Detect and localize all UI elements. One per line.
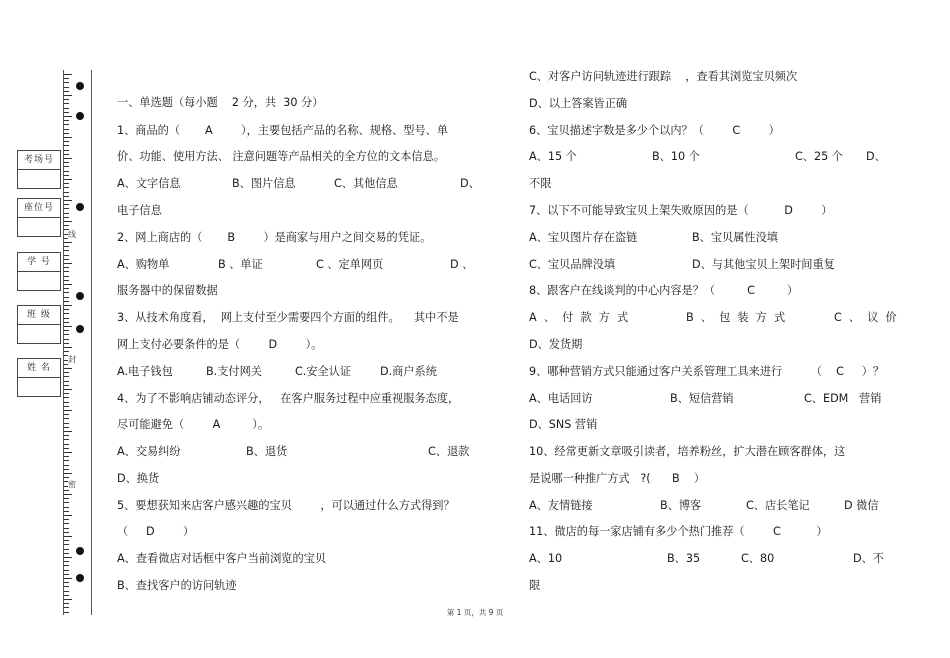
class-field[interactable] <box>17 305 61 344</box>
option-d: D、不 <box>853 552 884 565</box>
student-id-label: 学 号 <box>18 253 60 272</box>
ruler-tick <box>64 570 69 571</box>
section-heading: 一、单选题（每小题 2 分，共 30 分） <box>117 96 324 109</box>
option-c: C、其他信息 <box>334 177 398 190</box>
ruler-tick <box>64 511 69 512</box>
option-text: 电子信息 <box>117 204 162 217</box>
option-a: A、电话回访 <box>529 392 593 405</box>
ruler-tick <box>64 263 72 264</box>
option-d: D、以上答案皆正确 <box>529 97 628 110</box>
ruler-tick <box>64 175 69 176</box>
ruler-tick <box>64 213 69 214</box>
ruler-tick <box>64 200 72 201</box>
binding-mark-seal: 封 <box>68 355 76 364</box>
question-text: 8、跟客户在线谈判的中心内容是？（ C ） <box>529 284 799 297</box>
ruler-tick <box>64 351 69 352</box>
ruler-tick <box>64 217 69 218</box>
ruler-tick <box>64 423 69 424</box>
question-text: 3、从技术角度看， 网上支付至少需要四个方面的组件。 其中不是 <box>117 311 459 324</box>
ruler-tick <box>64 507 69 508</box>
ruler-tick <box>64 124 69 125</box>
option-d: D 微信 <box>844 499 879 512</box>
option-a: A、交易纠纷 <box>117 445 181 458</box>
ruler-tick <box>64 284 72 285</box>
ruler-tick <box>64 372 69 373</box>
option-b: B、图片信息 <box>232 177 296 190</box>
ruler-tick <box>64 591 69 592</box>
ruler-tick <box>64 565 69 566</box>
name-field[interactable] <box>17 358 61 397</box>
ruler-tick <box>64 540 69 541</box>
ruler-tick <box>64 187 69 188</box>
ruler-tick <box>64 280 69 281</box>
ruler-tick <box>64 515 72 516</box>
ruler-tick <box>64 330 69 331</box>
binding-mark-line: 线 <box>68 230 76 239</box>
option-c: C、80 <box>741 552 775 565</box>
ruler-tick <box>64 313 69 314</box>
ruler-tick <box>64 221 72 222</box>
ruler-tick <box>64 427 69 428</box>
ruler-tick <box>64 578 72 579</box>
option-a: A、友情链接 <box>529 499 593 512</box>
ruler-tick <box>64 82 69 83</box>
ruler-tick <box>64 473 72 474</box>
option-b: B、查找客户的访问轨迹 <box>117 579 237 592</box>
ruler-tick <box>64 225 69 226</box>
seat-number-label: 座位号 <box>18 199 60 218</box>
ruler-tick <box>64 402 69 403</box>
question-text: 网上支付必要条件的是（ D ）。 <box>117 338 323 351</box>
question-text: 9、哪种营销方式只能通过客户关系管理工具来进行 （ C ）？ <box>529 365 885 378</box>
question-text: 是说哪一种推广方式 ?( B ） <box>529 472 706 485</box>
binding-hole <box>76 112 84 120</box>
option-c: C、店长笔记 <box>746 499 810 512</box>
ruler-tick <box>64 133 69 134</box>
ruler-tick <box>64 532 69 533</box>
ruler-tick <box>64 406 69 407</box>
binding-hole <box>76 292 84 300</box>
ruler-tick <box>64 145 69 146</box>
question-text: 尽可能避免（ A ）。 <box>117 418 270 431</box>
question-text: 7、以下不可能导致宝贝上架失败原因的是（ D ） <box>529 204 833 217</box>
binding-hole <box>76 547 84 555</box>
option-a: A、查看微店对话框中客户当前浏览的宝贝 <box>117 552 327 565</box>
option-a: A、10 <box>529 552 563 565</box>
option-d: D、 <box>460 177 480 190</box>
ruler-tick <box>64 91 69 92</box>
option-b: B、10 个 <box>652 150 700 163</box>
ruler-tick <box>64 448 69 449</box>
ruler-tick <box>64 150 69 151</box>
ruler-tick <box>64 318 69 319</box>
ruler-tick <box>64 523 69 524</box>
ruler-tick <box>64 368 72 369</box>
option-d: D、与其他宝贝上架时间重复 <box>692 258 835 271</box>
ruler-tick <box>64 389 72 390</box>
ruler-tick <box>64 586 69 587</box>
ruler-tick <box>64 204 69 205</box>
ruler-tick <box>64 74 72 75</box>
question-text: 价、功能、使用方法、 注意问题等产品相关的全方位的文本信息。 <box>117 150 445 163</box>
ruler-tick <box>64 498 69 499</box>
ruler-tick <box>64 502 69 503</box>
option-c: C、宝贝品牌没填 <box>529 258 616 271</box>
exam-room-field[interactable] <box>17 150 61 189</box>
option-c: C、对客户访问轨迹进行跟踪 ，查看其浏览宝贝频次 <box>529 70 798 83</box>
ruler-tick <box>64 309 69 310</box>
question-text: 6、宝贝描述字数是多少个以内？（ C ） <box>529 124 780 137</box>
binding-hole <box>76 82 84 90</box>
question-text: （ D ） <box>117 525 195 538</box>
ruler-tick <box>64 582 69 583</box>
ruler-tick <box>64 129 69 130</box>
ruler-tick <box>64 343 69 344</box>
option-b: B、宝贝属性没填 <box>692 231 778 244</box>
ruler-tick <box>64 334 69 335</box>
option-b: B 、 包 装 方 式 <box>686 311 786 324</box>
ruler-tick <box>64 250 69 251</box>
ruler-tick <box>64 410 72 411</box>
option-b: B 、单证 <box>218 258 263 271</box>
seat-number-field[interactable] <box>17 198 61 237</box>
ruler-tick <box>64 519 69 520</box>
ruler-tick <box>64 544 69 545</box>
ruler-tick <box>64 179 72 180</box>
ruler-tick <box>64 439 69 440</box>
ruler-tick <box>64 574 69 575</box>
question-text: 5、要想获知来店客户感兴趣的宝贝 ，可以通过什么方式得到？ <box>117 499 455 512</box>
ruler-tick <box>64 452 72 453</box>
ruler-tick <box>64 116 72 117</box>
ruler-tick <box>64 141 69 142</box>
option-c: C 、 议 价 <box>834 311 897 324</box>
binding-line-right <box>91 70 92 615</box>
ruler-tick <box>64 108 69 109</box>
option-d: D、SNS 营销 <box>529 418 598 431</box>
option-text: 限 <box>529 579 541 592</box>
ruler-tick <box>64 418 69 419</box>
ruler-tick <box>64 259 69 260</box>
ruler-tick <box>64 385 69 386</box>
option-c: C、退款 <box>428 445 470 458</box>
option-b: B、退货 <box>246 445 288 458</box>
ruler-tick <box>64 196 69 197</box>
ruler-tick <box>64 339 69 340</box>
ruler-tick <box>64 171 69 172</box>
binding-hole <box>76 325 84 333</box>
student-id-field[interactable] <box>17 252 61 291</box>
ruler-tick <box>64 255 69 256</box>
ruler-tick <box>64 603 69 604</box>
ruler-tick <box>64 557 72 558</box>
ruler-tick <box>64 326 72 327</box>
ruler-tick <box>64 276 69 277</box>
option-c: C.安全认证 <box>295 365 352 378</box>
question-text: 11、微店的每一家店铺有多少个热门推荐（ C ） <box>529 525 828 538</box>
option-a: A.电子钱包 <box>117 365 173 378</box>
ruler-tick <box>64 381 69 382</box>
ruler-tick <box>64 561 69 562</box>
option-a: A、购物单 <box>117 258 170 271</box>
ruler-tick <box>64 435 69 436</box>
ruler-tick <box>64 460 69 461</box>
name-label: 姓 名 <box>18 359 60 378</box>
ruler-tick <box>64 477 69 478</box>
option-c: C、EDM 营销 <box>804 392 882 405</box>
ruler-tick <box>64 414 69 415</box>
ruler-tick <box>64 444 69 445</box>
ruler-tick <box>64 242 72 243</box>
binding-mark-secret: 密 <box>68 480 76 489</box>
option-text: 不限 <box>529 177 552 190</box>
ruler-tick <box>64 322 69 323</box>
ruler-tick <box>64 271 69 272</box>
ruler-tick <box>64 456 69 457</box>
option-c: C、25 个 <box>795 150 843 163</box>
option-b: B、博客 <box>660 499 702 512</box>
ruler-tick <box>64 393 69 394</box>
binding-hole <box>76 574 84 582</box>
ruler-tick <box>64 246 69 247</box>
ruler-tick <box>64 536 72 537</box>
ruler-tick <box>64 120 69 121</box>
ruler-tick <box>64 78 69 79</box>
question-text: 10、经常更新文章吸引读者，培养粉丝，扩大潜在顾客群体，这 <box>529 445 846 458</box>
ruler-tick <box>64 95 72 96</box>
question-text: 2、网上商店的（ B ）是商家与用户之间交易的凭证。 <box>117 231 432 244</box>
ruler-tick <box>64 528 69 529</box>
option-d: D.商户系统 <box>380 365 437 378</box>
ruler-tick <box>64 376 69 377</box>
option-a: A、宝贝图片存在盗链 <box>529 231 638 244</box>
ruler-tick <box>64 469 69 470</box>
option-d: D、 <box>866 150 886 163</box>
ruler-tick <box>64 347 72 348</box>
ruler-tick <box>64 166 69 167</box>
ruler-tick <box>64 599 72 600</box>
exam-room-label: 考场号 <box>18 151 60 170</box>
option-a: A、15 个 <box>529 150 577 163</box>
ruler-tick <box>64 162 69 163</box>
ruler-tick <box>64 431 72 432</box>
ruler-tick <box>64 192 69 193</box>
ruler-tick <box>64 305 72 306</box>
ruler-tick <box>64 99 69 100</box>
ruler-tick <box>64 397 69 398</box>
ruler-tick <box>64 112 69 113</box>
ruler-tick <box>64 297 69 298</box>
question-text: 1、商品的（ A ），主要包括产品的名称、规格、型号、单 <box>117 124 449 137</box>
ruler-tick <box>64 137 72 138</box>
option-d: D 、 <box>450 258 474 271</box>
binding-hole <box>76 203 84 211</box>
option-text: 服务器中的保留数据 <box>117 284 218 297</box>
ruler-tick <box>64 183 69 184</box>
class-label: 班 级 <box>18 306 60 325</box>
option-b: B.支付网关 <box>206 365 262 378</box>
option-b: B、35 <box>667 552 701 565</box>
option-d: D、发货期 <box>529 338 583 351</box>
ruler-tick <box>64 292 69 293</box>
question-text: 4、为了不影响店铺动态评分， 在客户服务过程中应重视服务态度， <box>117 392 460 405</box>
ruler-tick <box>64 158 72 159</box>
ruler-tick <box>64 208 69 209</box>
option-a: A 、 付 款 方 式 <box>529 311 629 324</box>
ruler-tick <box>64 301 69 302</box>
ruler-tick <box>64 87 69 88</box>
option-c: C 、定单网页 <box>316 258 384 271</box>
ruler-tick <box>64 553 69 554</box>
ruler-tick <box>64 465 69 466</box>
option-a: A、文字信息 <box>117 177 181 190</box>
ruler-tick <box>64 494 72 495</box>
ruler-tick <box>64 267 69 268</box>
ruler-tick <box>64 154 69 155</box>
option-d: D、换货 <box>117 472 160 485</box>
ruler-tick <box>64 549 69 550</box>
page-footer: 第 1 页，共 9 页 <box>446 608 504 617</box>
ruler-tick <box>64 288 69 289</box>
ruler-tick <box>64 103 69 104</box>
ruler-tick <box>64 595 69 596</box>
option-b: B、短信营销 <box>670 392 734 405</box>
